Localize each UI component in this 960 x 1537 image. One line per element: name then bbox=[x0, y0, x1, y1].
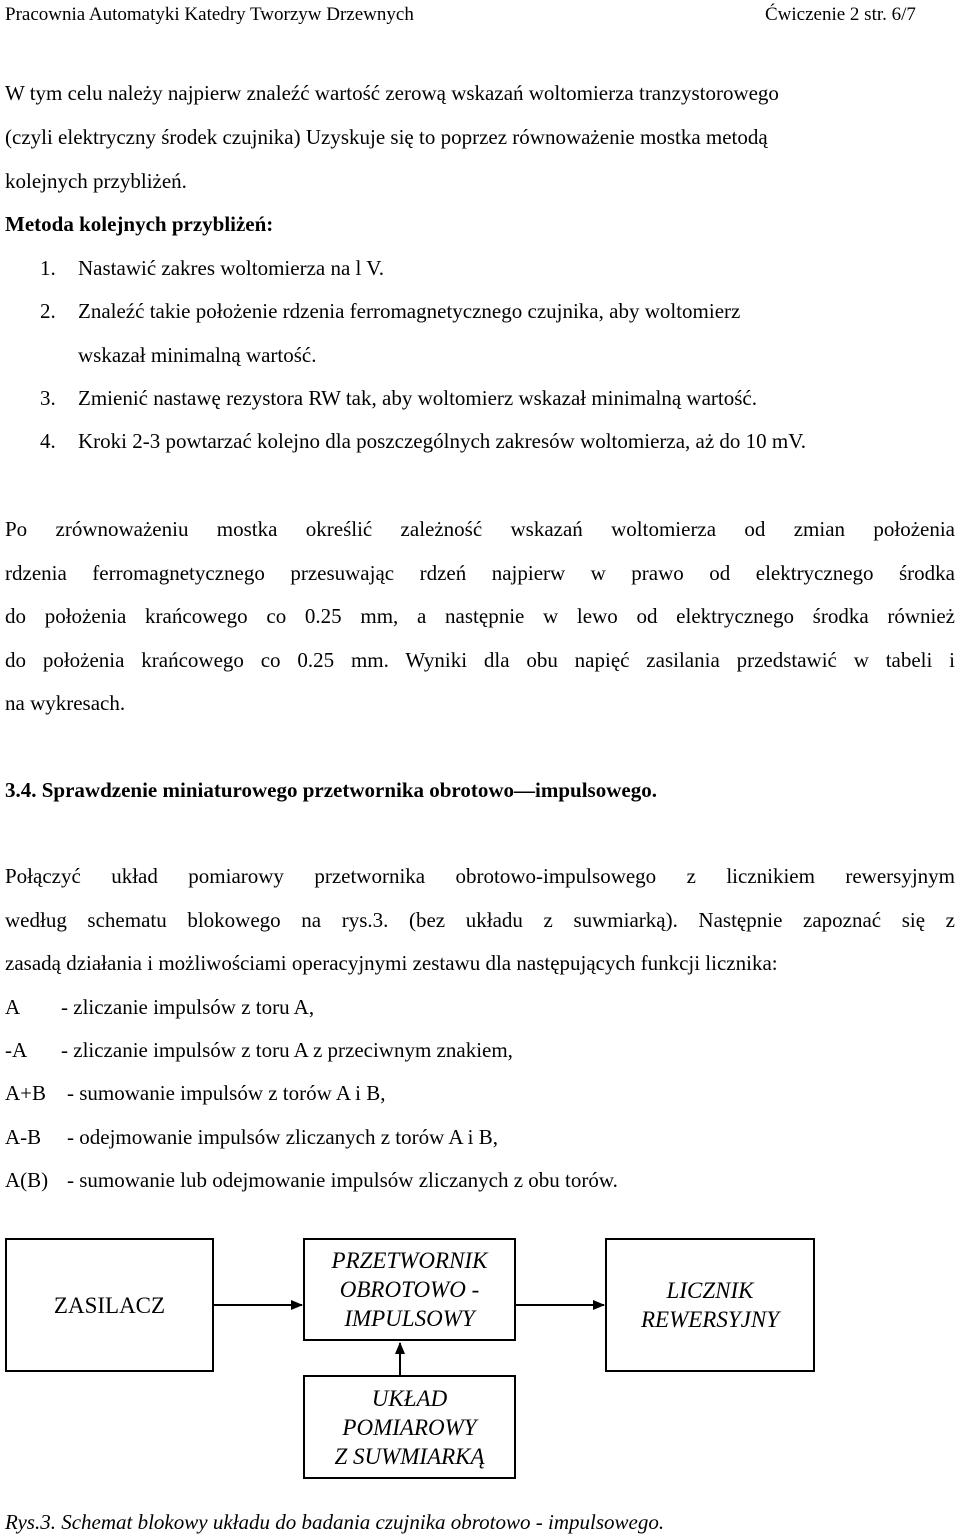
block-licznik-line: REWERSYJNY bbox=[641, 1307, 779, 1332]
step-3-text: Zmienić nastawę rezystora RW tak, aby woltomierz wskazał minimalną wartość. bbox=[78, 386, 757, 410]
block-uklad-line: Z SUWMIARKĄ bbox=[334, 1443, 485, 1469]
paragraph2-line-1: Po zrównoważeniu mostka określić zależność wskazań woltomierza od zmian położenia bbox=[5, 517, 955, 541]
section-title: 3.4. Sprawdzenie miniaturowego przetwornika obrotowo—impulsowego. bbox=[5, 778, 657, 802]
figure-caption: Rys.3. Schemat blokowy układu do badania czujnika obrotowo - impulsowego. bbox=[5, 1510, 665, 1534]
method-title: Metoda kolejnych przybliżeń: bbox=[5, 212, 274, 236]
intro-line-3: kolejnych przybliżeń. bbox=[5, 169, 187, 193]
block-licznik-line: LICZNIK bbox=[666, 1278, 754, 1303]
header-right: Ćwiczenie 2 str. 6/7 bbox=[765, 4, 916, 25]
block-uklad-line: POMIAROWY bbox=[342, 1414, 477, 1440]
step-4-text: Kroki 2-3 powtarzać kolejno dla poszczególnych zakresów woltomierza, aż do 10 mV. bbox=[78, 429, 806, 453]
paragraph2-line-4: do położenia krańcowego co 0.25 mm. Wyniki dla obu napięć zasilania przedstawić w tabeli i bbox=[5, 648, 955, 672]
step-2-number: 2. bbox=[40, 299, 56, 323]
block-zasilacz bbox=[5, 1238, 214, 1372]
step-3-number: 3. bbox=[40, 386, 56, 410]
step-4-number: 4. bbox=[40, 429, 56, 453]
block-uklad bbox=[303, 1375, 516, 1479]
function-code: -A bbox=[5, 1038, 28, 1062]
intro-line-2: (czyli elektryczny środek czujnika) Uzyskuje się to poprzez równoważenie mostka metodą bbox=[5, 125, 768, 149]
block-przetwornik-line: IMPULSOWY bbox=[344, 1306, 475, 1331]
function-code: A(B) bbox=[5, 1168, 49, 1192]
function-code: A-B bbox=[5, 1125, 42, 1149]
function-desc: - sumowanie lub odejmowanie impulsów zliczanych z obu torów. bbox=[67, 1168, 618, 1192]
paragraph3-line-3: zasadą działania i możliwościami operacyjnymi zestawu dla następujących funkcji licznika: bbox=[5, 951, 778, 975]
function-desc: - odejmowanie impulsów zliczanych z torów A i B, bbox=[67, 1125, 498, 1149]
paragraph3-line-1: Połączyć układ pomiarowy przetwornika obrotowo-impulsowego z licznikiem rewersyjnym bbox=[5, 864, 955, 888]
step-2-text-line-1: Znaleźć takie położenie rdzenia ferromagnetycznego czujnika, aby woltomierz bbox=[78, 299, 741, 323]
step-2-text-line-2: wskazał minimalną wartość. bbox=[78, 343, 317, 367]
paragraph2-line-2: rdzenia ferromagnetycznego przesuwając rdzeń najpierw w prawo od elektrycznego środka bbox=[5, 561, 955, 585]
function-desc: - zliczanie impulsów z toru A z przeciwnym znakiem, bbox=[61, 1038, 513, 1062]
function-code: A bbox=[5, 995, 21, 1019]
block-przetwornik bbox=[303, 1238, 516, 1341]
block-przetwornik-line: PRZETWORNIK bbox=[331, 1248, 488, 1273]
paragraph3-line-2: według schematu blokowego na rys.3. (bez układu z suwmiarką). Następnie zapoznać się z bbox=[5, 908, 955, 932]
block-uklad-line: UKŁAD bbox=[371, 1385, 448, 1411]
block-zasilacz-label: ZASILACZ bbox=[53, 1292, 166, 1318]
function-code: A+B bbox=[5, 1081, 47, 1105]
paragraph2-line-3: do położenia krańcowego co 0.25 mm, a następnie w lewo od elektrycznego środka również bbox=[5, 604, 955, 628]
intro-line-1: W tym celu należy najpierw znaleźć wartość zerową wskazań woltomierza tranzystorowego bbox=[5, 81, 779, 105]
function-desc: - sumowanie impulsów z torów A i B, bbox=[67, 1081, 386, 1105]
step-1-number: 1. bbox=[40, 256, 56, 280]
block-przetwornik-line: OBROTOWO - bbox=[339, 1277, 480, 1302]
function-desc: - zliczanie impulsów z toru A, bbox=[61, 995, 315, 1019]
header-left: Pracownia Automatyki Katedry Tworzyw Drzewnych bbox=[5, 4, 414, 25]
block-licznik bbox=[605, 1238, 815, 1372]
paragraph2-line-5: na wykresach. bbox=[5, 691, 126, 715]
step-1-text: Nastawić zakres woltomierza na l V. bbox=[78, 256, 384, 280]
